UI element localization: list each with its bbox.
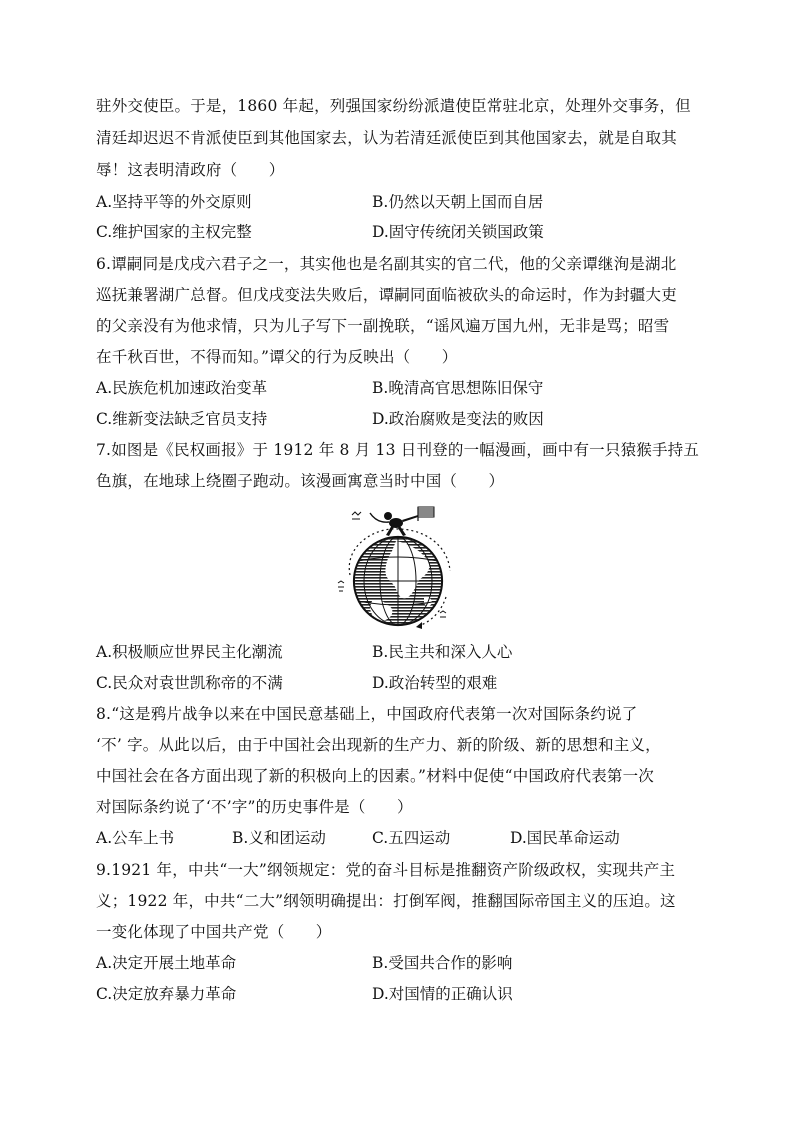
q9-option-c: C.决定放弃暴力革命 [96, 985, 237, 1003]
q5-option-b: B.仍然以天朝上国而自居 [372, 193, 544, 211]
q5-option-d: D.固守传统闭关锁国政策 [372, 223, 544, 241]
q8-line-1: 8.“这是鸦片战争以来在中国民意基础上，中国政府代表第一次对国际条约说了 [96, 705, 638, 723]
q7-option-c: C.民众对袁世凯称帝的不满 [96, 674, 283, 692]
q6-option-d: D.政治腐败是变法的败因 [372, 410, 544, 428]
q6-line-1: 6.谭嗣同是戊戌六君子之一，其实他也是名副其实的官二代，他的父亲谭继洵是湖北 [96, 255, 677, 273]
q7-option-a: A.积极顺应世界民主化潮流 [96, 643, 283, 661]
q9-option-a: A.决定开展土地革命 [96, 954, 237, 972]
q9-option-d: D.对国情的正确认识 [372, 985, 513, 1003]
q6-option-b: B.晚清高官思想陈旧保守 [372, 379, 544, 397]
q9-line-2: 义；1922 年，中共“二大”纲领明确提出：打倒军阀，推翻国际帝国主义的压迫。这 [96, 892, 676, 910]
q9-line-1: 9.1921 年，中共“一大”纲领规定：党的奋斗目标是推翻资产阶级政权，实现共产主 [96, 861, 676, 879]
q8-line-2: ‘不’ 字。从此以后，由于中国社会出现新的生产力、新的阶级、新的思想和主义， [96, 736, 661, 754]
cartoon-globe-figure [336, 505, 460, 633]
q6-line-4: 在千秋百世，不得而知。”谭父的行为反映出（ ） [96, 348, 458, 366]
q5-line-2: 清廷却迟迟不肯派使臣到其他国家去，认为若清廷派使臣到其他国家去，就是自取其 [96, 129, 677, 147]
q8-option-c: C.五四运动 [372, 829, 451, 847]
q8-option-a: A.公车上书 [96, 829, 175, 847]
q6-line-3: 的父亲没有为他求情，只为儿子写下一副挽联，“谣风遍万国九州，无非是骂；昭雪 [96, 317, 670, 335]
q6-line-2: 巡抚兼署湖广总督。但戊戌变法失败后，谭嗣同面临被砍头的命运时，作为封疆大吏 [96, 286, 677, 304]
q8-option-d: D.国民革命运动 [510, 829, 620, 847]
q8-line-4: 对国际条约说了‘不’字”的历史事件是（ ） [96, 798, 413, 816]
q7-option-d: D.政治转型的艰难 [372, 674, 498, 692]
q5-line-3: 辱！这表明清政府（ ） [96, 161, 285, 179]
q5-option-c: C.维护国家的主权完整 [96, 223, 252, 241]
q7-line-1: 7.如图是《民权画报》于 1912 年 8 月 13 日刊登的一幅漫画，画中有一只猿猴手持五 [96, 441, 700, 459]
q5-line-1: 驻外交使臣。于是，1860 年起，列强国家纷纷派遣使臣常驻北京，处理外交事务，但 [96, 97, 691, 115]
q6-option-c: C.维新变法缺乏官员支持 [96, 410, 268, 428]
q5-option-a: A.坚持平等的外交原则 [96, 193, 252, 211]
q7-option-b: B.民主共和深入人心 [372, 643, 513, 661]
cartoon-monkey-on-globe-icon [336, 505, 460, 633]
q7-line-2: 色旗，在地球上绕圈子跑动。该漫画寓意当时中国（ ） [96, 472, 505, 490]
q8-option-b: B.义和团运动 [232, 829, 326, 847]
q8-line-3: 中国社会在各方面出现了新的积极向上的因素。”材料中促使“中国政府代表第一次 [96, 767, 655, 785]
q9-option-b: B.受国共合作的影响 [372, 954, 513, 972]
q6-option-a: A.民族危机加速政治变革 [96, 379, 268, 397]
q9-line-3: 一变化体现了中国共产党（ ） [96, 923, 332, 941]
